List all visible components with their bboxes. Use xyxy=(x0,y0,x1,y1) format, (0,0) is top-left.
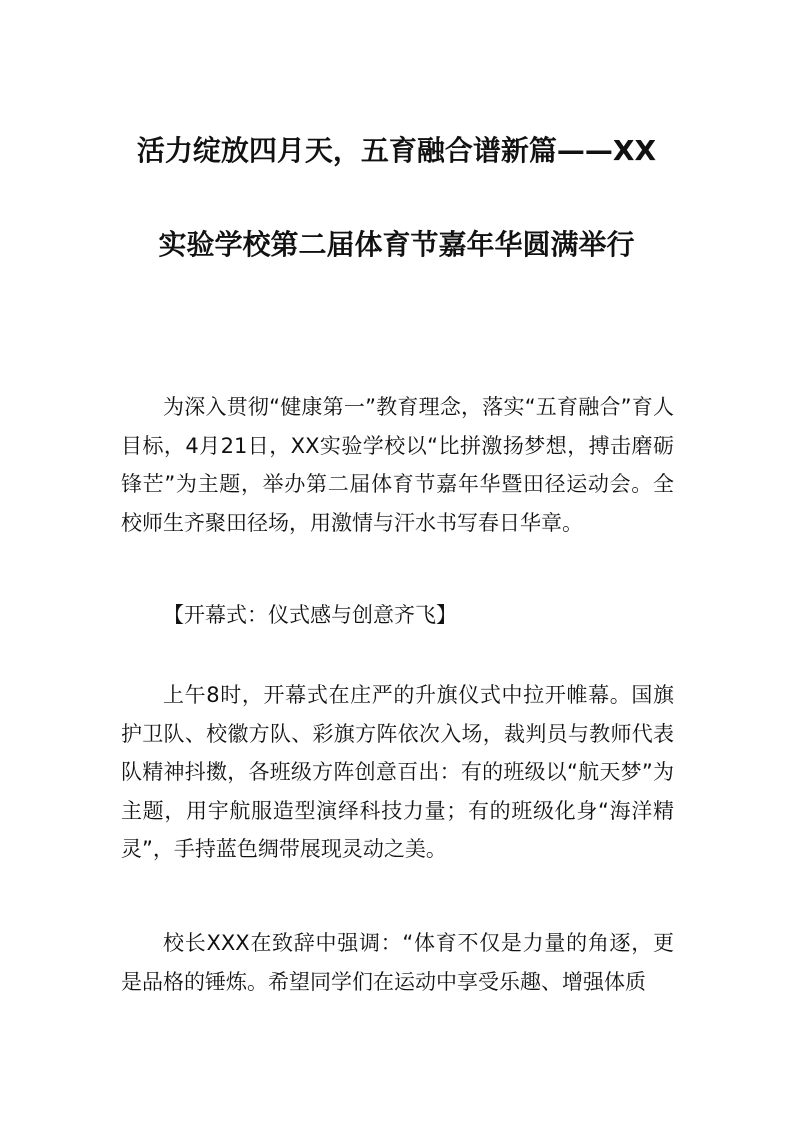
principal-speech-paragraph: 校长XXX在致辞中强调：“体育不仅是力量的角逐，更是品格的锤炼。希望同学们在运动中享受乐趣、增强体质 xyxy=(121,931,674,994)
opening-ceremony-paragraph: 上午8时，开幕式在庄严的升旗仪式中拉开帷幕。国旗护卫队、校徽方队、彩旗方阵依次入场，裁判员与教师代表队精神抖擞，各班级方阵创意百出：有的班级以“航天梦”为主题，用宇航服造型演绎科技力量；有的班级化身“海洋精灵”，手持蓝色绸带展现灵动之美。 xyxy=(121,683,674,861)
document-title-line-1: 活力绽放四月天，五育融合谱新篇——XX xyxy=(136,134,657,167)
intro-paragraph: 为深入贯彻“健康第一”教育理念，落实“五育融合”育人目标，4月21日，XX实验学校以“比拼激扬梦想，搏击磨砺锋芒”为主题，举办第二届体育节嘉年华暨田径运动会。全校师生齐聚田径场，用激情与汗水书写春日华章。 xyxy=(121,395,674,535)
section-heading-opening: 【开幕式：仪式感与创意齐飞】 xyxy=(163,603,457,627)
document-title-line-2: 实验学校第二届体育节嘉年华圆满举行 xyxy=(158,228,635,261)
